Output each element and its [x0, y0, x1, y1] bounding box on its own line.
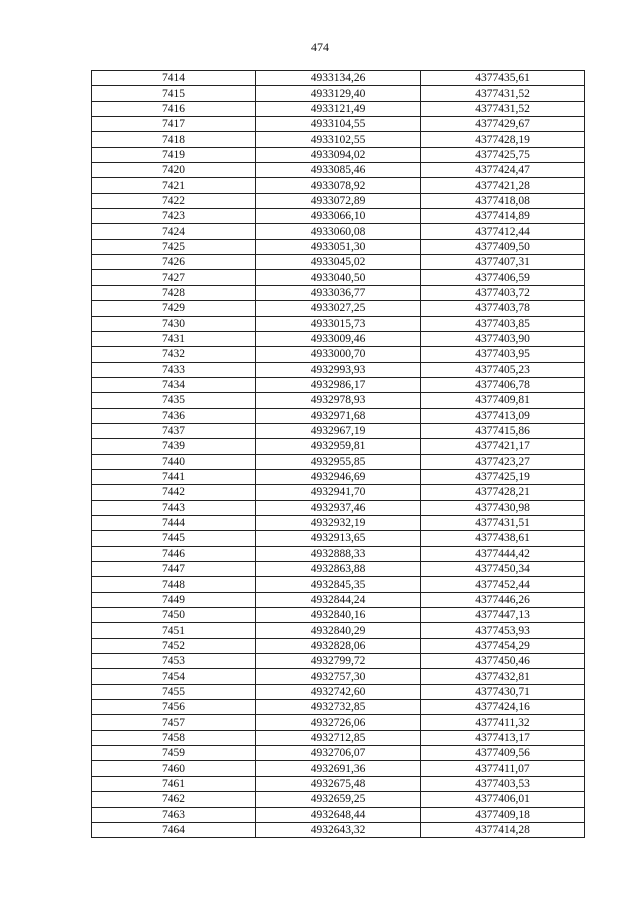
table-row [92, 654, 585, 669]
y-coordinate-cell: 4377412,44 [421, 224, 585, 239]
table-row [92, 393, 585, 408]
table-row [92, 178, 585, 193]
coordinates-table [91, 70, 585, 838]
point-number-cell: 7441 [92, 469, 256, 484]
table-row [92, 193, 585, 208]
x-coordinate-cell: 4932955,85 [256, 454, 421, 469]
y-coordinate-cell: 4377403,85 [421, 316, 585, 331]
table-row [92, 822, 585, 837]
x-coordinate-cell: 4932941,70 [256, 485, 421, 500]
table-row [92, 331, 585, 346]
point-number-cell: 7423 [92, 209, 256, 224]
y-coordinate-cell: 4377409,18 [421, 807, 585, 822]
y-coordinate-cell: 4377414,28 [421, 822, 585, 837]
point-number-cell: 7420 [92, 163, 256, 178]
table-row [92, 316, 585, 331]
x-coordinate-cell: 4932986,17 [256, 377, 421, 392]
y-coordinate-cell: 4377428,21 [421, 485, 585, 500]
y-coordinate-cell: 4377438,61 [421, 531, 585, 546]
y-coordinate-cell: 4377424,16 [421, 700, 585, 715]
point-number-cell: 7437 [92, 423, 256, 438]
x-coordinate-cell: 4932675,48 [256, 776, 421, 791]
y-coordinate-cell: 4377425,19 [421, 469, 585, 484]
y-coordinate-cell: 4377428,19 [421, 132, 585, 147]
point-number-cell: 7433 [92, 362, 256, 377]
table-row [92, 423, 585, 438]
table-row [92, 163, 585, 178]
point-number-cell: 7418 [92, 132, 256, 147]
table-row [92, 377, 585, 392]
table-row [92, 592, 585, 607]
x-coordinate-cell: 4933051,30 [256, 239, 421, 254]
y-coordinate-cell: 4377403,72 [421, 285, 585, 300]
y-coordinate-cell: 4377431,52 [421, 101, 585, 116]
table-row [92, 485, 585, 500]
point-number-cell: 7419 [92, 147, 256, 162]
x-coordinate-cell: 4933009,46 [256, 331, 421, 346]
x-coordinate-cell: 4932691,36 [256, 761, 421, 776]
x-coordinate-cell: 4932932,19 [256, 515, 421, 530]
point-number-cell: 7443 [92, 500, 256, 515]
point-number-cell: 7429 [92, 301, 256, 316]
point-number-cell: 7431 [92, 331, 256, 346]
point-number-cell: 7462 [92, 792, 256, 807]
table-row [92, 239, 585, 254]
y-coordinate-cell: 4377430,71 [421, 684, 585, 699]
x-coordinate-cell: 4932742,60 [256, 684, 421, 699]
x-coordinate-cell: 4933102,55 [256, 132, 421, 147]
y-coordinate-cell: 4377403,90 [421, 331, 585, 346]
x-coordinate-cell: 4932993,93 [256, 362, 421, 377]
x-coordinate-cell: 4932659,25 [256, 792, 421, 807]
table-row [92, 684, 585, 699]
x-coordinate-cell: 4933078,92 [256, 178, 421, 193]
table-row [92, 776, 585, 791]
table-row [92, 531, 585, 546]
y-coordinate-cell: 4377405,23 [421, 362, 585, 377]
table-row [92, 86, 585, 101]
point-number-cell: 7453 [92, 654, 256, 669]
point-number-cell: 7459 [92, 746, 256, 761]
y-coordinate-cell: 4377406,01 [421, 792, 585, 807]
table-row [92, 730, 585, 745]
y-coordinate-cell: 4377446,26 [421, 592, 585, 607]
x-coordinate-cell: 4932978,93 [256, 393, 421, 408]
point-number-cell: 7434 [92, 377, 256, 392]
x-coordinate-cell: 4933104,55 [256, 117, 421, 132]
point-number-cell: 7442 [92, 485, 256, 500]
y-coordinate-cell: 4377418,08 [421, 193, 585, 208]
y-coordinate-cell: 4377421,17 [421, 439, 585, 454]
table-row [92, 515, 585, 530]
coordinates-table-body [92, 71, 585, 838]
y-coordinate-cell: 4377406,78 [421, 377, 585, 392]
point-number-cell: 7428 [92, 285, 256, 300]
table-row [92, 807, 585, 822]
y-coordinate-cell: 4377444,42 [421, 546, 585, 561]
x-coordinate-cell: 4933066,10 [256, 209, 421, 224]
y-coordinate-cell: 4377453,93 [421, 623, 585, 638]
x-coordinate-cell: 4932840,16 [256, 608, 421, 623]
x-coordinate-cell: 4932726,06 [256, 715, 421, 730]
x-coordinate-cell: 4933129,40 [256, 86, 421, 101]
x-coordinate-cell: 4932937,46 [256, 500, 421, 515]
point-number-cell: 7436 [92, 408, 256, 423]
table-row [92, 285, 585, 300]
point-number-cell: 7424 [92, 224, 256, 239]
table-row [92, 546, 585, 561]
y-coordinate-cell: 4377415,86 [421, 423, 585, 438]
x-coordinate-cell: 4932946,69 [256, 469, 421, 484]
point-number-cell: 7430 [92, 316, 256, 331]
point-number-cell: 7450 [92, 608, 256, 623]
point-number-cell: 7456 [92, 700, 256, 715]
point-number-cell: 7452 [92, 638, 256, 653]
y-coordinate-cell: 4377432,81 [421, 669, 585, 684]
table-row [92, 270, 585, 285]
y-coordinate-cell: 4377414,89 [421, 209, 585, 224]
x-coordinate-cell: 4933000,70 [256, 347, 421, 362]
y-coordinate-cell: 4377409,81 [421, 393, 585, 408]
point-number-cell: 7449 [92, 592, 256, 607]
table-row [92, 608, 585, 623]
y-coordinate-cell: 4377450,46 [421, 654, 585, 669]
table-row [92, 71, 585, 86]
point-number-cell: 7464 [92, 822, 256, 837]
y-coordinate-cell: 4377411,07 [421, 761, 585, 776]
table-row [92, 132, 585, 147]
table-row [92, 792, 585, 807]
point-number-cell: 7416 [92, 101, 256, 116]
y-coordinate-cell: 4377413,17 [421, 730, 585, 745]
table-row [92, 147, 585, 162]
table-row [92, 362, 585, 377]
table-row [92, 669, 585, 684]
point-number-cell: 7463 [92, 807, 256, 822]
point-number-cell: 7448 [92, 577, 256, 592]
table-row [92, 439, 585, 454]
point-number-cell: 7445 [92, 531, 256, 546]
table-row [92, 562, 585, 577]
x-coordinate-cell: 4933072,89 [256, 193, 421, 208]
table-row [92, 469, 585, 484]
table-row [92, 347, 585, 362]
y-coordinate-cell: 4377409,50 [421, 239, 585, 254]
point-number-cell: 7439 [92, 439, 256, 454]
table-row [92, 255, 585, 270]
x-coordinate-cell: 4932828,06 [256, 638, 421, 653]
y-coordinate-cell: 4377421,28 [421, 178, 585, 193]
x-coordinate-cell: 4933085,46 [256, 163, 421, 178]
table-row [92, 224, 585, 239]
point-number-cell: 7460 [92, 761, 256, 776]
y-coordinate-cell: 4377435,61 [421, 71, 585, 86]
page-number: 474 [311, 40, 329, 54]
y-coordinate-cell: 4377406,59 [421, 270, 585, 285]
point-number-cell: 7454 [92, 669, 256, 684]
y-coordinate-cell: 4377413,09 [421, 408, 585, 423]
y-coordinate-cell: 4377407,31 [421, 255, 585, 270]
y-coordinate-cell: 4377430,98 [421, 500, 585, 515]
point-number-cell: 7435 [92, 393, 256, 408]
y-coordinate-cell: 4377431,51 [421, 515, 585, 530]
x-coordinate-cell: 4932845,35 [256, 577, 421, 592]
point-number-cell: 7414 [92, 71, 256, 86]
y-coordinate-cell: 4377411,32 [421, 715, 585, 730]
table-row [92, 761, 585, 776]
x-coordinate-cell: 4932757,30 [256, 669, 421, 684]
point-number-cell: 7444 [92, 515, 256, 530]
point-number-cell: 7415 [92, 86, 256, 101]
y-coordinate-cell: 4377452,44 [421, 577, 585, 592]
x-coordinate-cell: 4932648,44 [256, 807, 421, 822]
x-coordinate-cell: 4933045,02 [256, 255, 421, 270]
point-number-cell: 7422 [92, 193, 256, 208]
y-coordinate-cell: 4377431,52 [421, 86, 585, 101]
point-number-cell: 7432 [92, 347, 256, 362]
x-coordinate-cell: 4933036,77 [256, 285, 421, 300]
table-row [92, 454, 585, 469]
y-coordinate-cell: 4377424,47 [421, 163, 585, 178]
table-row [92, 638, 585, 653]
table-row [92, 117, 585, 132]
x-coordinate-cell: 4932799,72 [256, 654, 421, 669]
point-number-cell: 7447 [92, 562, 256, 577]
x-coordinate-cell: 4932844,24 [256, 592, 421, 607]
x-coordinate-cell: 4932712,85 [256, 730, 421, 745]
x-coordinate-cell: 4932863,88 [256, 562, 421, 577]
point-number-cell: 7455 [92, 684, 256, 699]
x-coordinate-cell: 4933015,73 [256, 316, 421, 331]
point-number-cell: 7425 [92, 239, 256, 254]
table-row [92, 746, 585, 761]
y-coordinate-cell: 4377429,67 [421, 117, 585, 132]
y-coordinate-cell: 4377423,27 [421, 454, 585, 469]
point-number-cell: 7451 [92, 623, 256, 638]
point-number-cell: 7461 [92, 776, 256, 791]
table-row [92, 700, 585, 715]
x-coordinate-cell: 4933134,26 [256, 71, 421, 86]
x-coordinate-cell: 4933121,49 [256, 101, 421, 116]
x-coordinate-cell: 4933094,02 [256, 147, 421, 162]
point-number-cell: 7457 [92, 715, 256, 730]
x-coordinate-cell: 4932971,68 [256, 408, 421, 423]
x-coordinate-cell: 4932643,32 [256, 822, 421, 837]
x-coordinate-cell: 4932967,19 [256, 423, 421, 438]
table-row [92, 408, 585, 423]
point-number-cell: 7417 [92, 117, 256, 132]
y-coordinate-cell: 4377403,78 [421, 301, 585, 316]
x-coordinate-cell: 4932840,29 [256, 623, 421, 638]
table-row [92, 500, 585, 515]
y-coordinate-cell: 4377425,75 [421, 147, 585, 162]
point-number-cell: 7458 [92, 730, 256, 745]
y-coordinate-cell: 4377447,13 [421, 608, 585, 623]
x-coordinate-cell: 4933040,50 [256, 270, 421, 285]
y-coordinate-cell: 4377403,95 [421, 347, 585, 362]
x-coordinate-cell: 4932888,33 [256, 546, 421, 561]
table-row [92, 301, 585, 316]
table-row [92, 577, 585, 592]
y-coordinate-cell: 4377450,34 [421, 562, 585, 577]
x-coordinate-cell: 4933060,08 [256, 224, 421, 239]
x-coordinate-cell: 4932959,81 [256, 439, 421, 454]
table-row [92, 623, 585, 638]
table-row [92, 209, 585, 224]
point-number-cell: 7426 [92, 255, 256, 270]
point-number-cell: 7427 [92, 270, 256, 285]
y-coordinate-cell: 4377454,29 [421, 638, 585, 653]
point-number-cell: 7446 [92, 546, 256, 561]
x-coordinate-cell: 4932706,07 [256, 746, 421, 761]
x-coordinate-cell: 4932732,85 [256, 700, 421, 715]
x-coordinate-cell: 4933027,25 [256, 301, 421, 316]
point-number-cell: 7421 [92, 178, 256, 193]
table-row [92, 715, 585, 730]
table-row [92, 101, 585, 116]
y-coordinate-cell: 4377403,53 [421, 776, 585, 791]
point-number-cell: 7440 [92, 454, 256, 469]
y-coordinate-cell: 4377409,56 [421, 746, 585, 761]
x-coordinate-cell: 4932913,65 [256, 531, 421, 546]
